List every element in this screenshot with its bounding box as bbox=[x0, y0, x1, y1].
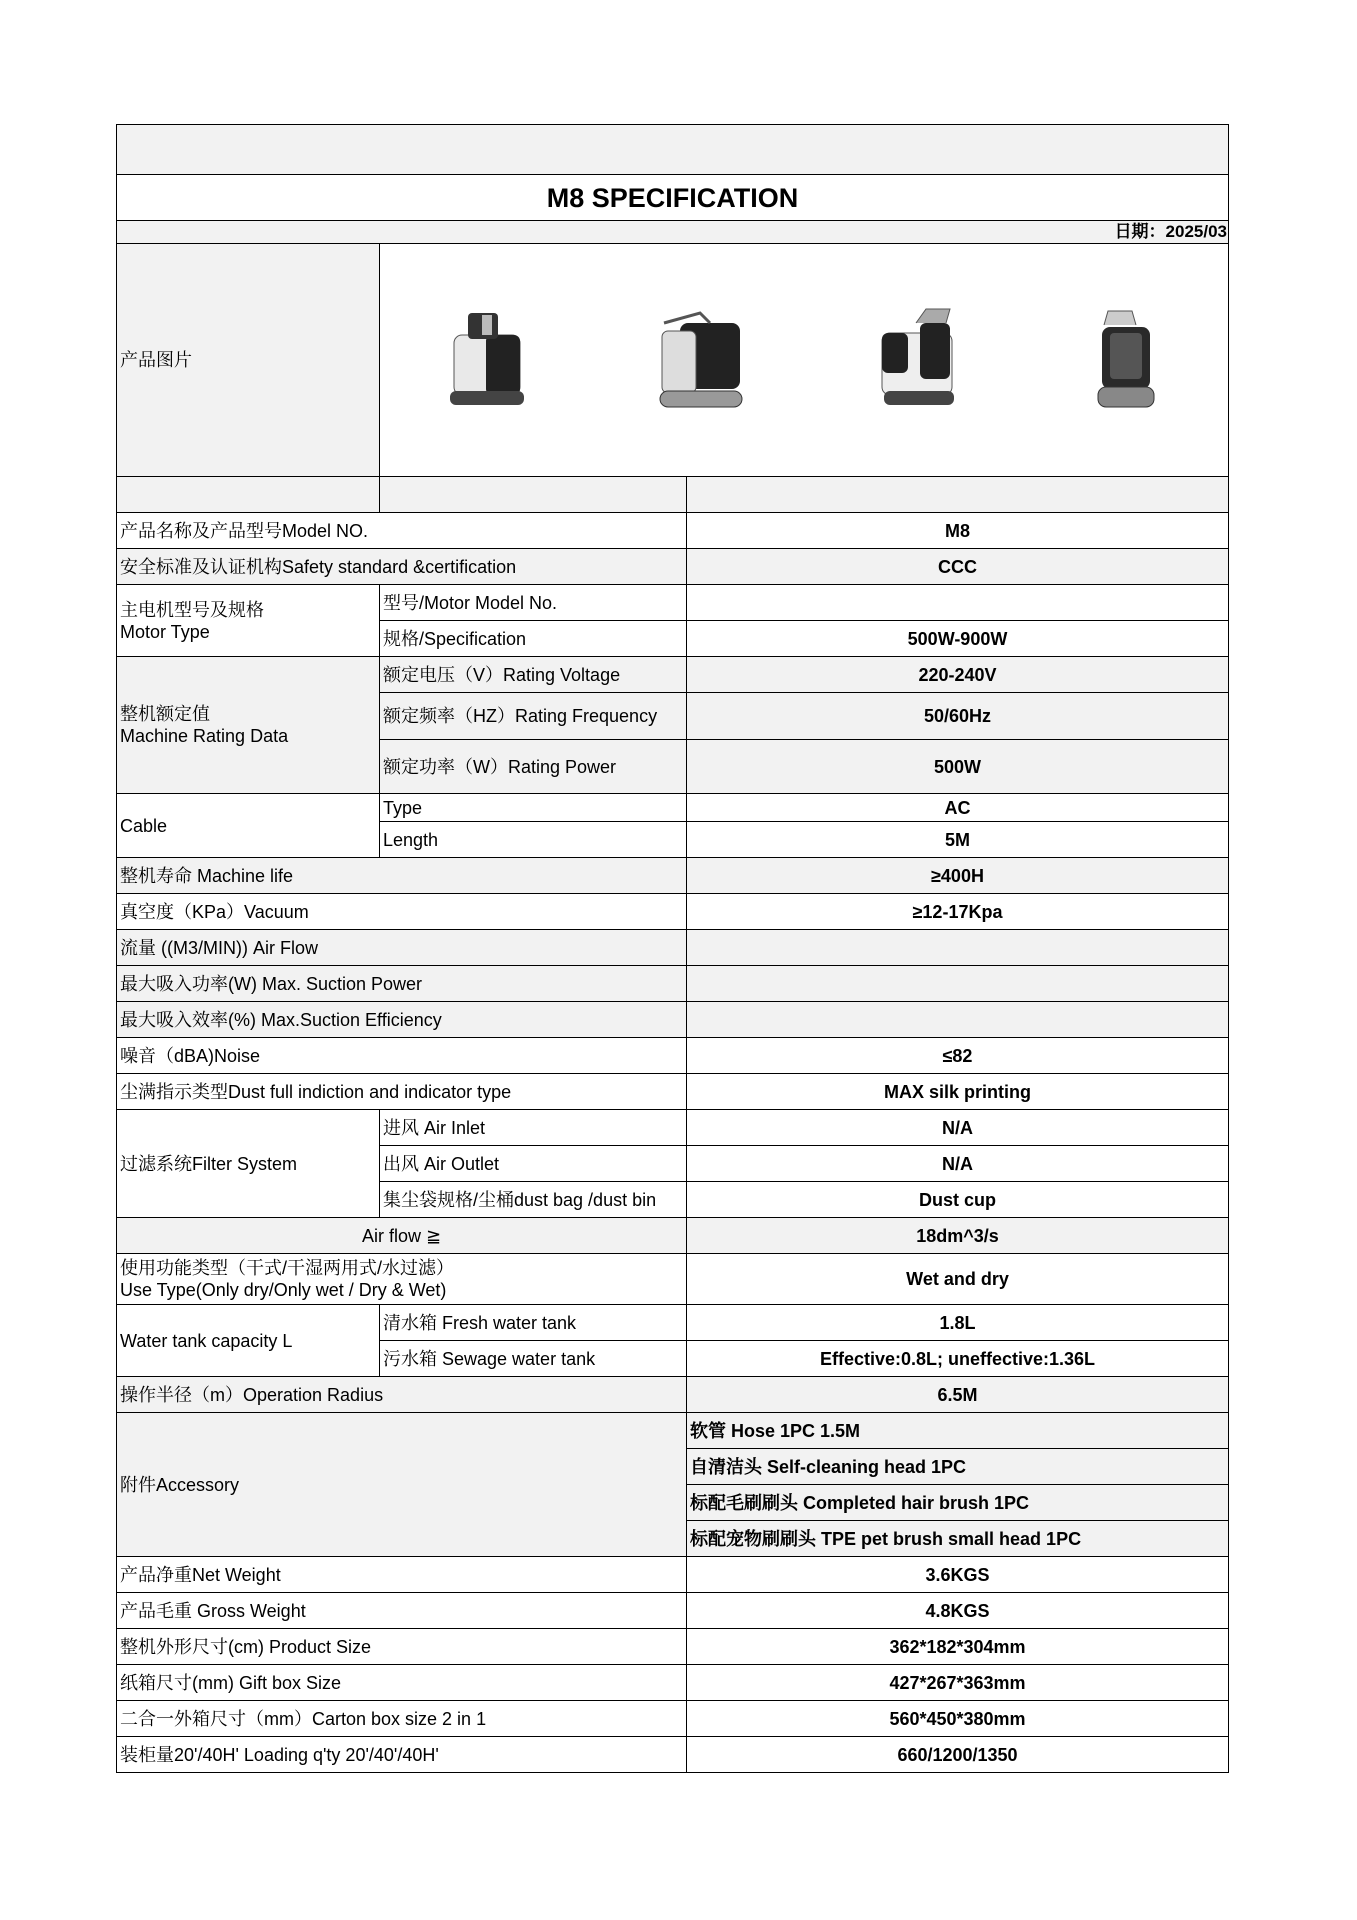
airflow-value bbox=[687, 930, 1229, 966]
noise-value: ≤82 bbox=[687, 1038, 1229, 1074]
gift-box-label: 纸箱尺寸(mm) Gift box Size bbox=[117, 1665, 687, 1701]
model-label: 产品名称及产品型号Model NO. bbox=[117, 513, 687, 549]
airflow-label: 流量 ((M3/MIN)) Air Flow bbox=[117, 930, 687, 966]
use-type-label-cn: 使用功能类型（干式/干湿两用式/水过滤） bbox=[120, 1258, 455, 1278]
safety-label: 安全标准及认证机构Safety standard &certification bbox=[117, 549, 687, 585]
tank-label: Water tank capacity L bbox=[117, 1305, 380, 1377]
power-value: 500W bbox=[687, 740, 1229, 794]
loading-label: 装柜量20'/40H' Loading q'ty 20'/40'/40H' bbox=[117, 1737, 687, 1773]
blank-cell bbox=[117, 477, 380, 513]
frequency-value: 50/60Hz bbox=[687, 693, 1229, 740]
suction-power-label: 最大吸入功率(W) Max. Suction Power bbox=[117, 966, 687, 1002]
accessory-item: 自清洁头 Self-cleaning head 1PC bbox=[687, 1449, 1229, 1485]
page-title: M8 SPECIFICATION bbox=[117, 175, 1229, 221]
accessory-item: 软管 Hose 1PC 1.5M bbox=[687, 1413, 1229, 1449]
air-outlet-value: N/A bbox=[687, 1146, 1229, 1182]
cable-length-label: Length bbox=[380, 822, 687, 858]
net-weight-value: 3.6KGS bbox=[687, 1557, 1229, 1593]
voltage-label: 额定电压（V）Rating Voltage bbox=[380, 657, 687, 693]
gift-box-value: 427*267*363mm bbox=[687, 1665, 1229, 1701]
air-inlet-label: 进风 Air Inlet bbox=[380, 1110, 687, 1146]
cable-type-value: AC bbox=[687, 794, 1229, 822]
carton-value: 560*450*380mm bbox=[687, 1701, 1229, 1737]
sewage-tank-label: 污水箱 Sewage water tank bbox=[380, 1341, 687, 1377]
accessory-item: 标配宠物刷刷头 TPE pet brush small head 1PC bbox=[687, 1521, 1229, 1557]
dust-bag-value: Dust cup bbox=[687, 1182, 1229, 1218]
rating-label-en: Machine Rating Data bbox=[120, 726, 289, 746]
fresh-tank-value: 1.8L bbox=[687, 1305, 1229, 1341]
sewage-tank-value: Effective:0.8L; uneffective:1.36L bbox=[687, 1341, 1229, 1377]
blank-cell bbox=[380, 477, 687, 513]
accessory-item: 标配毛刷刷头 Completed hair brush 1PC bbox=[687, 1485, 1229, 1521]
gross-weight-label: 产品毛重 Gross Weight bbox=[117, 1593, 687, 1629]
noise-label: 噪音（dBA)Noise bbox=[117, 1038, 687, 1074]
use-type-label-en: Use Type(Only dry/Only wet / Dry & Wet) bbox=[120, 1280, 447, 1300]
product-front-view bbox=[442, 305, 532, 415]
air-inlet-value: N/A bbox=[687, 1110, 1229, 1146]
motor-label-cn: 主电机型号及规格 bbox=[120, 599, 264, 620]
filter-label: 过滤系统Filter System bbox=[117, 1110, 380, 1218]
net-weight-label: 产品净重Net Weight bbox=[117, 1557, 687, 1593]
vacuum-value: ≥12-17Kpa bbox=[687, 894, 1229, 930]
motor-model-value bbox=[687, 585, 1229, 621]
power-label: 额定功率（W）Rating Power bbox=[380, 740, 687, 794]
product-side-view bbox=[1086, 303, 1166, 418]
airflow-min-value: 18dm^3/s bbox=[687, 1218, 1229, 1254]
loading-value: 660/1200/1350 bbox=[687, 1737, 1229, 1773]
product-size-value: 362*182*304mm bbox=[687, 1629, 1229, 1665]
vacuum-label: 真空度（KPa）Vacuum bbox=[117, 894, 687, 930]
motor-type-label bbox=[117, 585, 380, 657]
rating-label bbox=[117, 657, 380, 794]
frequency-label: 额定频率（HZ）Rating Frequency bbox=[380, 693, 687, 740]
date-label: 日期：2025/03 bbox=[117, 221, 1229, 244]
dust-bag-label: 集尘袋规格/尘桶dust bag /dust bin bbox=[380, 1182, 687, 1218]
motor-spec-label: 规格/Specification bbox=[380, 621, 687, 657]
air-outlet-label: 出风 Air Outlet bbox=[380, 1146, 687, 1182]
radius-value: 6.5M bbox=[687, 1377, 1229, 1413]
airflow-min-label: Air flow ≧ bbox=[117, 1218, 687, 1254]
blank-cell bbox=[687, 477, 1229, 513]
use-type-label bbox=[117, 1254, 687, 1305]
suction-power-value bbox=[687, 966, 1229, 1002]
spec-table bbox=[116, 124, 1229, 1773]
motor-spec-value: 500W-900W bbox=[687, 621, 1229, 657]
safety-value: CCC bbox=[687, 549, 1229, 585]
radius-label: 操作半径（m）Operation Radius bbox=[117, 1377, 687, 1413]
dust-indicator-label: 尘满指示类型Dust full indiction and indicator type bbox=[117, 1074, 687, 1110]
voltage-value: 220-240V bbox=[687, 657, 1229, 693]
accessory-label: 附件Accessory bbox=[117, 1413, 687, 1557]
suction-efficiency-label: 最大吸入效率(%) Max.Suction Efficiency bbox=[117, 1002, 687, 1038]
product-images bbox=[380, 244, 1229, 477]
dust-indicator-value: MAX silk printing bbox=[687, 1074, 1229, 1110]
product-open-side-view bbox=[650, 303, 750, 418]
rating-label-cn: 整机额定值 bbox=[120, 704, 210, 724]
suction-efficiency-value bbox=[687, 1002, 1229, 1038]
cable-length-value: 5M bbox=[687, 822, 1229, 858]
life-label: 整机寿命 Machine life bbox=[117, 858, 687, 894]
motor-model-label: 型号/Motor Model No. bbox=[380, 585, 687, 621]
product-rear-view bbox=[868, 303, 968, 418]
use-type-value: Wet and dry bbox=[687, 1254, 1229, 1305]
product-size-label: 整机外形尺寸(cm) Product Size bbox=[117, 1629, 687, 1665]
model-value: M8 bbox=[687, 513, 1229, 549]
header-blank-row bbox=[117, 125, 1229, 175]
life-value: ≥400H bbox=[687, 858, 1229, 894]
gross-weight-value: 4.8KGS bbox=[687, 1593, 1229, 1629]
motor-label-en: Motor Type bbox=[120, 621, 210, 642]
cable-type-label: Type bbox=[380, 794, 687, 822]
cable-label: Cable bbox=[117, 794, 380, 858]
carton-label: 二合一外箱尺寸（mm）Carton box size 2 in 1 bbox=[117, 1701, 687, 1737]
image-row-label: 产品图片 bbox=[117, 244, 380, 477]
fresh-tank-label: 清水箱 Fresh water tank bbox=[380, 1305, 687, 1341]
